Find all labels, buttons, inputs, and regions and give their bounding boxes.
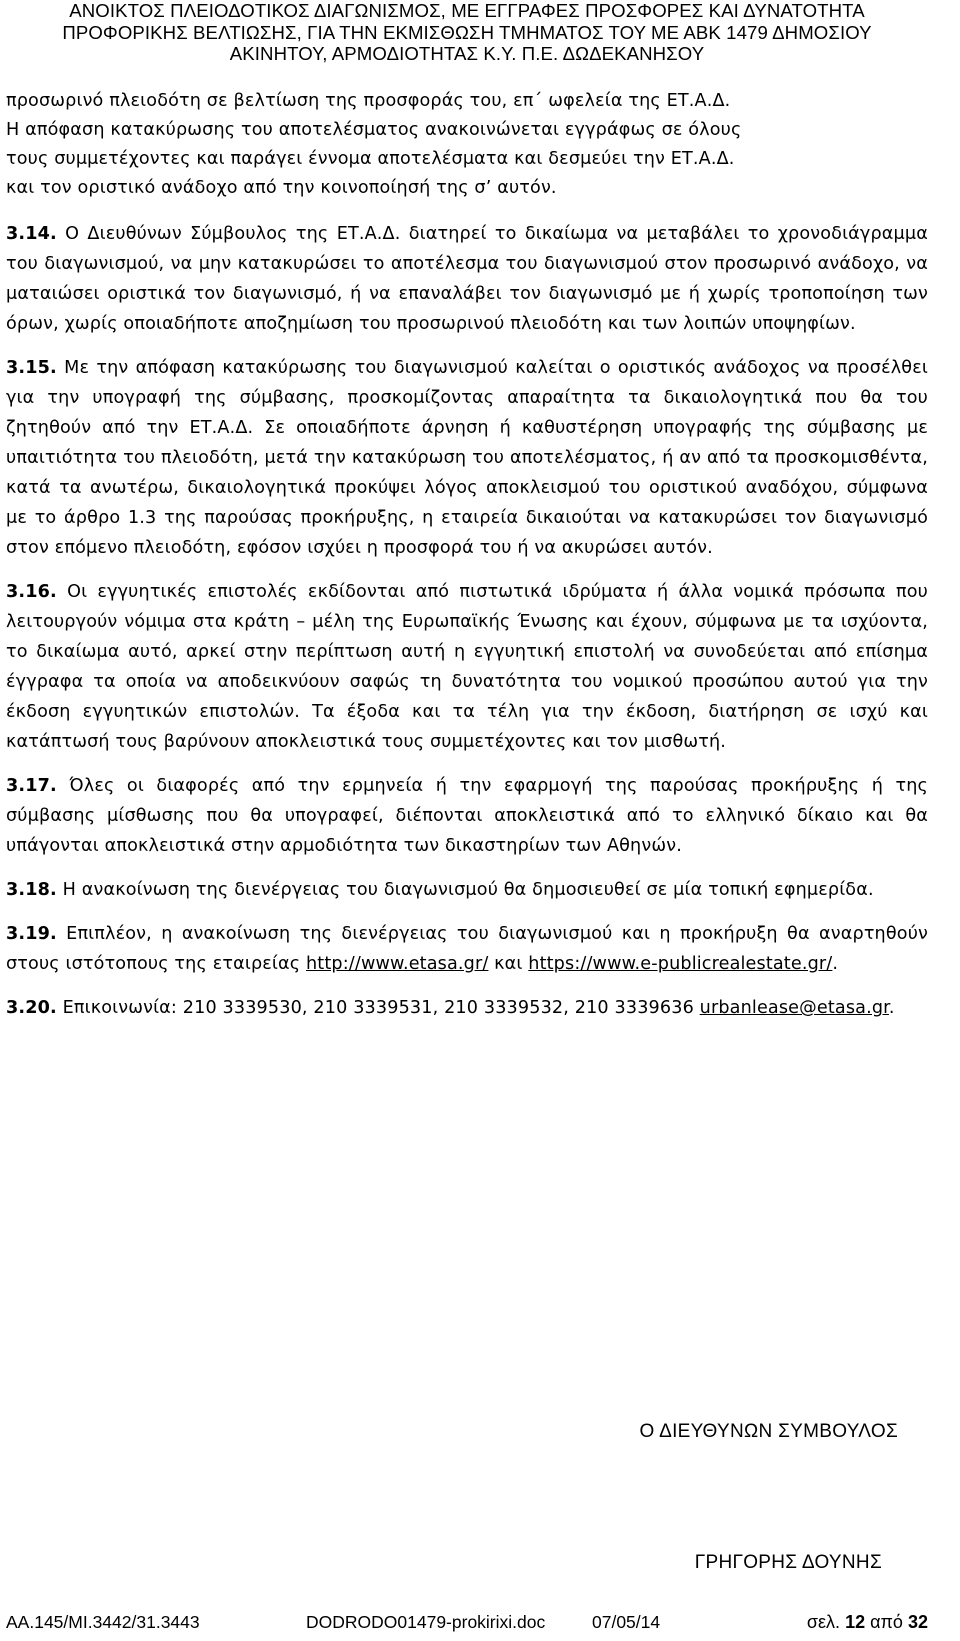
intro-line-2: Η απόφαση κατακύρωσης του αποτελέσματος ανακοινώνεται εγγράφως σε όλους bbox=[6, 119, 742, 140]
document-reference: ΑΑ.145/ΜΙ.3442/31.3443 bbox=[6, 1612, 200, 1632]
clauses-section bbox=[6, 219, 928, 1023]
clause-text: Με την απόφαση κατακύρωσης του διαγωνισμού καλείται ο οριστικός ανάδοχος να προσέλθει για την υπογραφή της σύμβασης, προσκομίζοντας απαραίτητα τα δικαιολογητικά που θα του ζητηθούν από την ΕΤ.Α.Δ. Σε οποιαδήποτε άρνηση ή καθυστέρηση υπογραφής της σύμβασης με υπαιτιότητα του πλειοδότη, μετά την κατακύρωση του αποτελέσματος, ή αν από τα προσκομισθέντα, κατά τα ανωτέρω, δικαιολογητικά προκύψει λόγος αποκλεισμού του οριστικού αναδόχου, σύμφωνα με το άρθρο 1.3 της παρούσας προκήρυξης, η εταιρεία δικαιούται να κατακυρώσει τον διαγωνισμό στον επόμενο πλειοδότη, εφόσον ισχύει η προσφορά του ή να ακυρώσει αυτόν. bbox=[6, 358, 928, 559]
clause-number: 3.18. bbox=[6, 880, 57, 901]
clause-3-18 bbox=[6, 875, 928, 905]
page-prefix: σελ. bbox=[806, 1612, 841, 1632]
page-footer bbox=[6, 1609, 928, 1635]
clause-number: 3.16. bbox=[6, 582, 57, 603]
clause-number: 3.17. bbox=[6, 776, 57, 797]
header-line-3: ΑΚΙΝΗΤΟΥ, ΑΡΜΟΔΙΟΤΗΤΑΣ Κ.Υ. Π.Ε. ΔΩΔΕΚΑΝΗΣΟΥ bbox=[229, 43, 705, 64]
clause-number: 3.20. bbox=[6, 998, 57, 1019]
clause-number: 3.15. bbox=[6, 358, 57, 379]
clause-text: Ο Διευθύνων Σύμβουλος της ΕΤ.Α.Δ. διατηρεί το δικαίωμα να μεταβάλει το χρονοδιάγραμμα του διαγωνισμού, να μην κατακυρώσει το αποτέλεσμα του διαγωνισμού στον προσωρινό ανάδοχο, να ματαιώσει οριστικά τον διαγωνισμό, ή να επαναλάβει τον διαγωνισμό με ή χωρίς τροποποίηση των όρων, χωρίς οποιαδήποτε αποζημίωση του προσωρινού πλειοδότη και των λοιπών υποψηφίων. bbox=[6, 224, 928, 335]
document-page bbox=[6, 0, 928, 1641]
page-number bbox=[807, 1609, 928, 1635]
clause-3-16 bbox=[6, 577, 928, 757]
contact-email-link[interactable]: urbanlease@etasa.gr bbox=[699, 998, 889, 1019]
clause-3-17 bbox=[6, 771, 928, 861]
document-filename: DODRODO01479-prokirixi.doc bbox=[306, 1612, 546, 1632]
page-current: 12 bbox=[845, 1612, 866, 1632]
signatory-name: ΓΡΗΓΟΡΗΣ ΔΟΥΝΗΣ bbox=[694, 1552, 882, 1573]
clause-3-19 bbox=[6, 919, 928, 979]
intro-line-3: τους συμμετέχοντες και παράγει έννομα αποτελέσματα και δεσμεύει την ΕΤ.Α.Δ. bbox=[6, 148, 735, 169]
signatory-title: Ο ΔΙΕΥΘΥΝΩΝ ΣΥΜΒΟΥΛΟΣ bbox=[639, 1421, 898, 1442]
document-header bbox=[6, 0, 928, 65]
clause-text: Οι εγγυητικές επιστολές εκδίδονται από πιστωτικά ιδρύματα ή άλλα νομικά πρόσωπα που λειτουργούν νόμιμα στα κράτη – μέλη της Ευρωπαϊκής Ένωσης και έχουν, σύμφωνα με τα ισχύοντα, το δικαίωμα αυτό, αρκεί στην περίπτωση αυτή η εγγυητική επιστολή να συνοδεύεται από επίσημα έγγραφα τα οποία να αποδεικνύουν σαφώς τη δυνατότητα του νομικού προσώπου αυτού για την έκδοση εγγυητικών επιστολών. Τα έξοδα και τα τέλη για την έκδοση, διατήρηση σε ισχύ και κατάπτωσή τους βαρύνουν αποκλειστικά τους συμμετέχοντες και τον μισθωτή. bbox=[6, 582, 928, 753]
clause-number: 3.14. bbox=[6, 224, 57, 245]
clause-text: Η ανακοίνωση της διενέργειας του διαγωνισμού θα δημοσιευθεί σε μία τοπική εφημερίδα. bbox=[62, 880, 874, 901]
intro-paragraph bbox=[6, 87, 928, 204]
intro-line-1: προσωρινό πλειοδότη σε βελτίωση της προσφοράς του, επ΄ ωφελεία της ΕΤ.Α.Δ. bbox=[6, 90, 731, 111]
etasa-website-link[interactable]: http://www.etasa.gr/ bbox=[306, 954, 489, 975]
clause-text-end: . bbox=[888, 998, 895, 1019]
page-total: 32 bbox=[907, 1612, 928, 1632]
clause-text-end: . bbox=[832, 954, 839, 975]
clause-text-mid: και bbox=[488, 954, 529, 975]
clause-3-15 bbox=[6, 353, 928, 563]
header-line-2: ΠΡΟΦΟΡΙΚΗΣ ΒΕΛΤΙΩΣΗΣ, ΓΙΑ ΤΗΝ ΕΚΜΙΣΘΩΣΗ ΤΜΗΜΑΤΟΣ ΤΟΥ ΜΕ ΑΒΚ 1479 ΔΗΜΟΣΙΟΥ bbox=[62, 21, 872, 43]
header-line-1: ΑΝΟΙΚΤΟΣ ΠΛΕΙΟΔΟΤΙΚΟΣ ΔΙΑΓΩΝΙΣΜΟΣ, ΜΕ ΕΓΓΡΑΦΕΣ ΠΡΟΣΦΟΡΕΣ ΚΑΙ ΔΥΝΑΤΟΤΗΤΑ bbox=[69, 0, 865, 21]
contact-phones: Επικοινωνία: 210 3339530, 210 3339531, 210 3339532, 210 3339636 bbox=[62, 998, 700, 1019]
e-publicrealestate-link[interactable]: https://www.e-publicrealestate.gr/ bbox=[528, 954, 833, 975]
clause-text: Επιπλέον, η ανακοίνωση της διενέργειας του διαγωνισμού και η προκήρυξη θα αναρτηθούν στους ιστότοπους της εταιρείας bbox=[6, 924, 928, 975]
clause-3-20 bbox=[6, 993, 928, 1023]
clause-text: Όλες οι διαφορές από την ερμηνεία ή την εφαρμογή της παρούσας προκήρυξης ή της σύμβασης μίσθωσης που θα υπογραφεί, διέπονται αποκλειστικά από το ελληνικό δίκαιο και θα υπάγονται αποκλειστικά στην αρμοδιότητα των δικαστηρίων των Αθηνών. bbox=[6, 776, 928, 857]
document-date: 07/05/14 bbox=[592, 1612, 661, 1632]
intro-line-4: και τον οριστικό ανάδοχο από την κοινοποίησή της σ’ αυτόν. bbox=[6, 178, 557, 199]
clause-number: 3.19. bbox=[6, 924, 57, 945]
page-of: από bbox=[870, 1612, 903, 1632]
clause-3-14 bbox=[6, 219, 928, 339]
